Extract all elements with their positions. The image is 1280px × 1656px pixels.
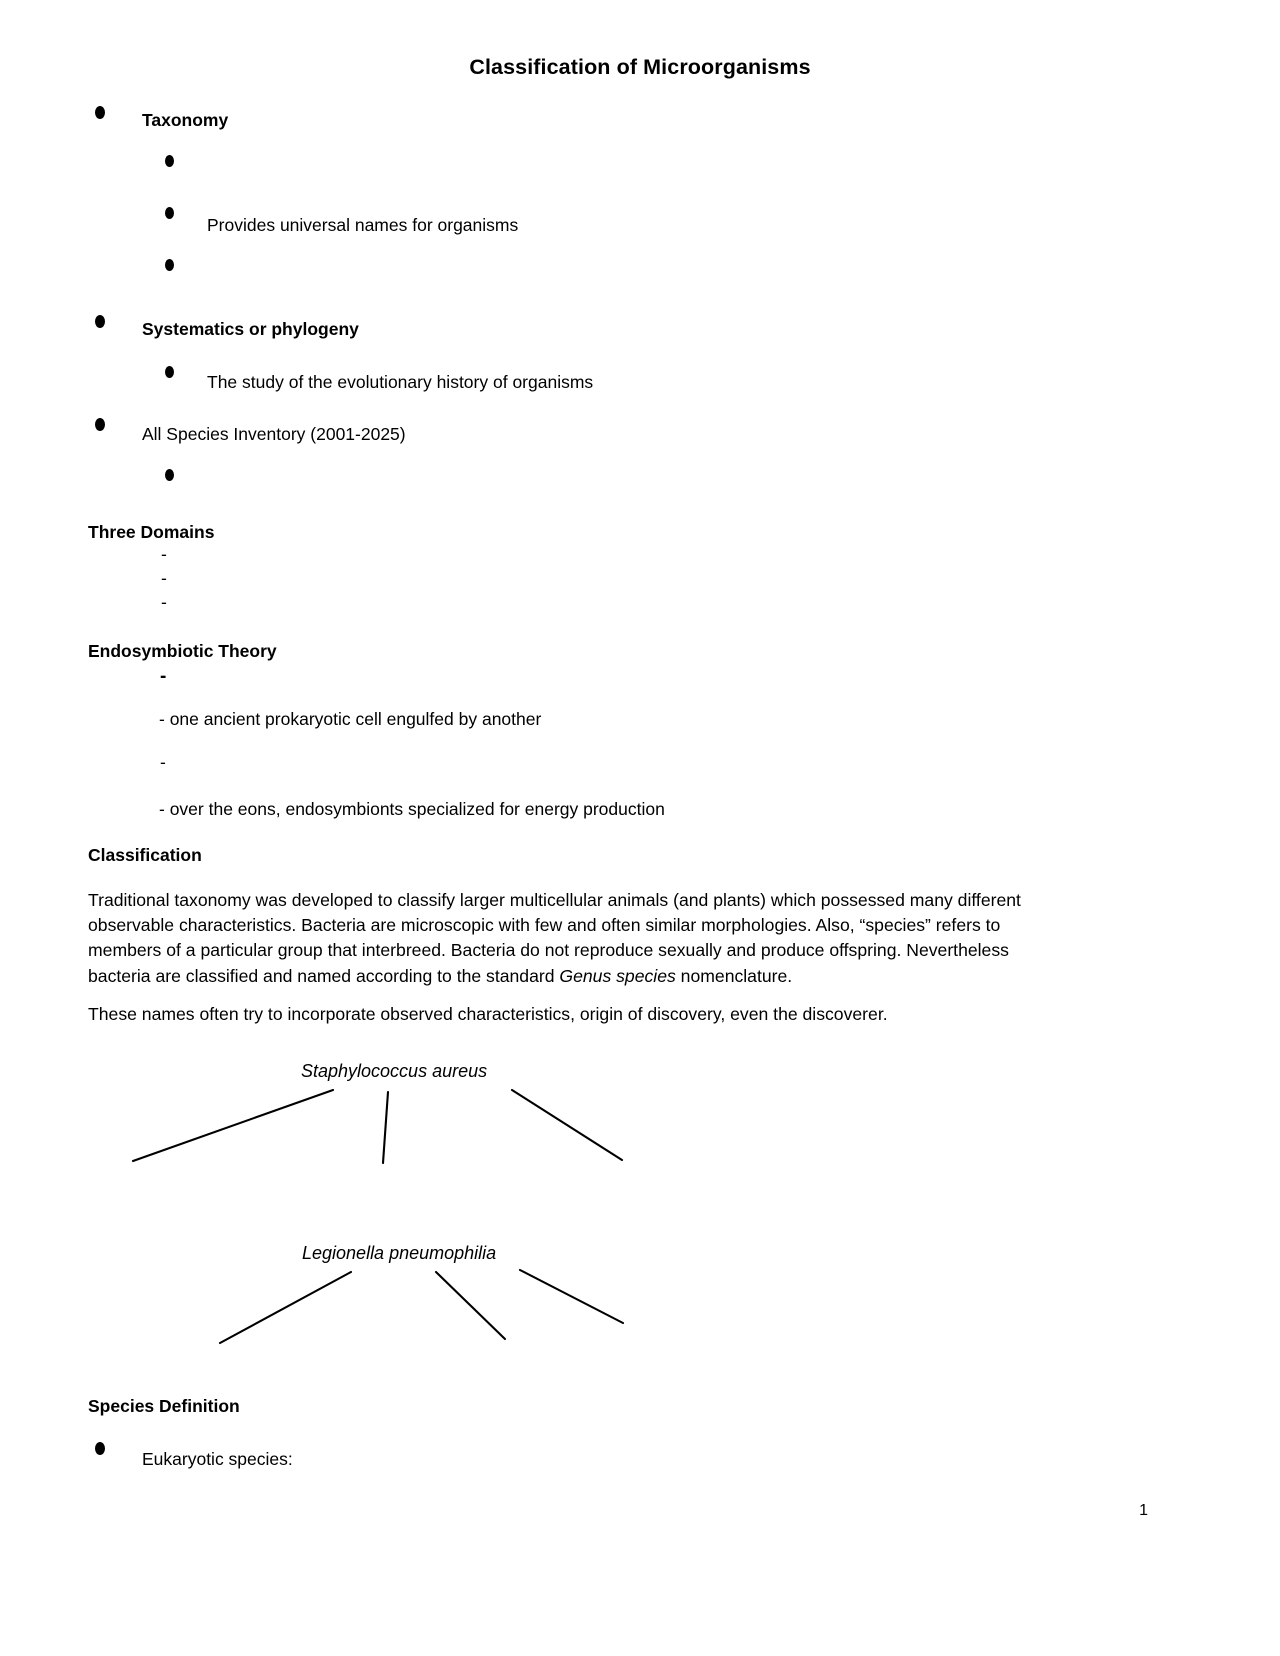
three-domains-item-3: - [161,592,167,612]
classification-paragraph-1 [88,888,1158,989]
bullet-systematics-sub-1 [165,366,174,378]
species-definition-item-1: Eukaryotic species: [142,1449,293,1469]
bullet-taxonomy-sub-1 [165,155,174,167]
heading-systematics: Systematics or phylogeny [142,319,359,339]
bullet-all-species-inventory-sub-1 [165,469,174,481]
heading-all-species-inventory: All Species Inventory (2001-2025) [142,424,406,444]
taxonomy-sub-item-2: Provides universal names for organisms [207,215,519,235]
endosymbiotic-item-1: - [160,666,167,687]
bullet-all-species-inventory [95,418,105,431]
leader-line-legionella-right [520,1270,623,1323]
bullet-taxonomy-sub-2 [165,207,174,219]
paragraph-line: These names often try to incorporate observed characteristics, origin of discovery, even the discoverer. [88,1004,888,1024]
leader-line-staph-left [133,1090,333,1161]
heading-classification: Classification [88,845,202,865]
paragraph-line: Traditional taxonomy was developed to classify larger multicellular animals (and plants) which possessed many different [88,890,1021,910]
paragraph-line-with-italic [88,964,1158,989]
heading-species-definition: Species Definition [88,1396,240,1416]
heading-taxonomy: Taxonomy [142,110,229,130]
diagram-label-legionella-pneumophilia: Legionella pneumophilia [302,1243,497,1263]
three-domains-item-2: - [161,568,167,588]
endosymbiotic-item-3: - [160,752,166,772]
endosymbiotic-item-4: - over the eons, endosymbionts specialized for energy production [159,799,665,819]
paragraph-line: observable characteristics. Bacteria are microscopic with few and often similar morphologies. Also, “species” refers to [88,915,1001,936]
leader-line-staph-right [512,1090,622,1160]
diagram-label-staphylococcus-aureus: Staphylococcus aureus [301,1061,488,1081]
page-title: Classification of Microorganisms [469,55,811,79]
leader-line-staph-middle [383,1092,388,1163]
paragraph-line: members of a particular group that interbreed. Bacteria do not reproduce sexually and produce offspring. Nevertheless [88,940,1009,961]
systematics-sub-item-1: The study of the evolutionary history of organisms [207,372,594,392]
classification-paragraph-2 [88,1002,1158,1027]
three-domains-item-1: - [161,544,167,564]
endosymbiotic-item-2: - one ancient prokaryotic cell engulfed by another [159,709,542,729]
page-number: 1 [1139,1502,1148,1519]
heading-endosymbiotic-theory: Endosymbiotic Theory [88,641,277,661]
bullet-taxonomy [95,106,105,119]
paragraph-line-prefix: bacteria are classified and named according to the standard [88,965,560,986]
heading-three-domains: Three Domains [88,522,215,542]
leader-line-legionella-left [220,1272,351,1343]
leader-line-legionella-middle [436,1272,505,1339]
genus-species-term: Genus species [559,965,676,986]
bullet-systematics [95,315,105,328]
bullet-species-definition-1 [95,1442,105,1455]
bullet-taxonomy-sub-3 [165,259,174,271]
paragraph-line-suffix: nomenclature. [675,965,793,986]
